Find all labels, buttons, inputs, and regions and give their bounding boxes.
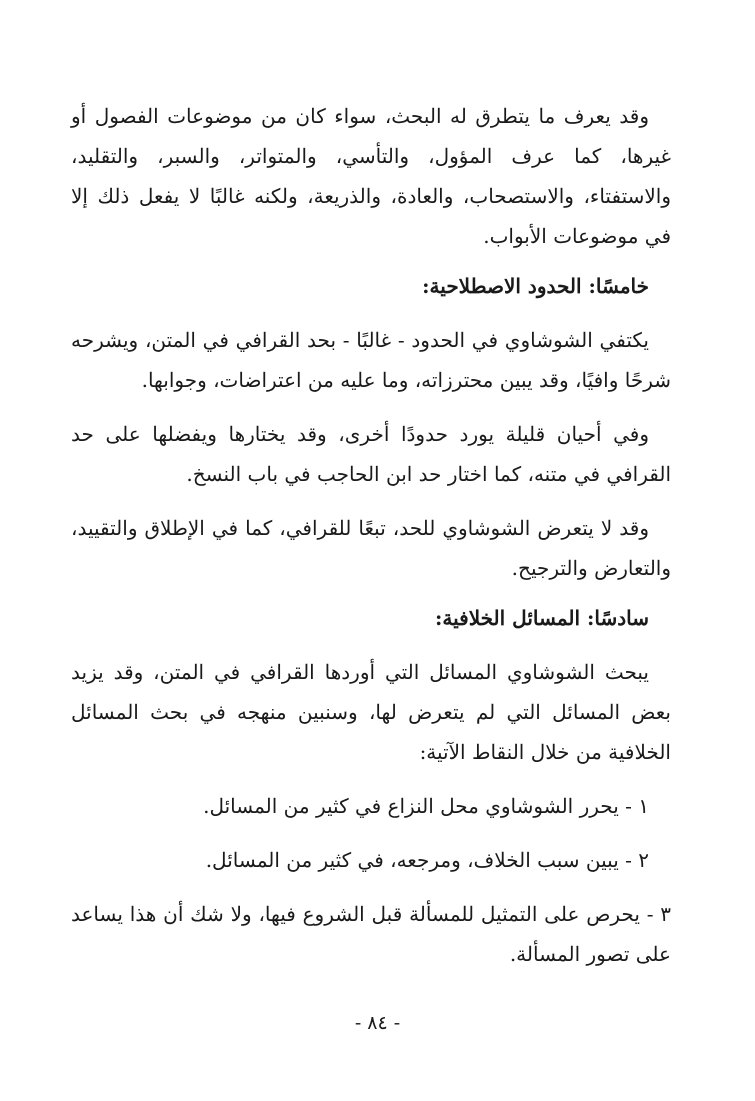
paragraph-definitions: يكتفي الشوشاوي في الحدود - غالبًا - بحد القرافي في المتن، ويشرحه شرحًا وافيًا، وقد يبين محترزاته، وما عليه من اعتراضات، وجوابها. xyxy=(71,328,671,392)
list-item-1: ١ - يحرر الشوشاوي محل النزاع في كثير من المسائل. xyxy=(203,794,649,818)
paragraph-topics: وقد يعرف ما يتطرق له البحث، سواء كان من موضوعات الفصول أو غيرها، كما عرف المؤول، والتأسي، والمتواتر، والسبر، والتقليد، والاستفتاء، والاستصحاب، والعادة، والذريعة، ولكنه غالبًا لا يفعل ذلك إلا في موضوعات الأبواب. xyxy=(71,104,671,248)
list-item-3: ٣ - يحرص على التمثيل للمسألة قبل الشروع فيها، ولا شك أن هذا يساعد على تصور المسألة. xyxy=(71,902,671,966)
paragraph-no-definition: وقد لا يتعرض الشوشاوي للحد، تبعًا للقرافي، كما في الإطلاق والتقييد، والتعارض والترجيح. xyxy=(71,516,671,580)
heading-terminological-definitions: خامسًا: الحدود الاصطلاحية: xyxy=(422,274,649,298)
page-number: - ٨٤ - xyxy=(354,1012,401,1034)
page-content xyxy=(71,96,671,974)
heading-disputed-issues: سادسًا: المسائل الخلافية: xyxy=(435,606,649,630)
paragraph-disputed-issues: يبحث الشوشاوي المسائل التي أوردها القرافي في المتن، وقد يزيد بعض المسائل التي لم يتعرض لها، وسنبين منهجه في بحث المسائل الخلافية من خلال النقاط الآتية: xyxy=(71,660,671,764)
list-item-2: ٢ - يبين سبب الخلاف، ومرجعه، في كثير من المسائل. xyxy=(205,848,649,872)
paragraph-other-definitions: وفي أحيان قليلة يورد حدودًا أخرى، وقد يختارها ويفضلها على حد القرافي في متنه، كما اختار حد ابن الحاجب في باب النسخ. xyxy=(71,422,671,486)
